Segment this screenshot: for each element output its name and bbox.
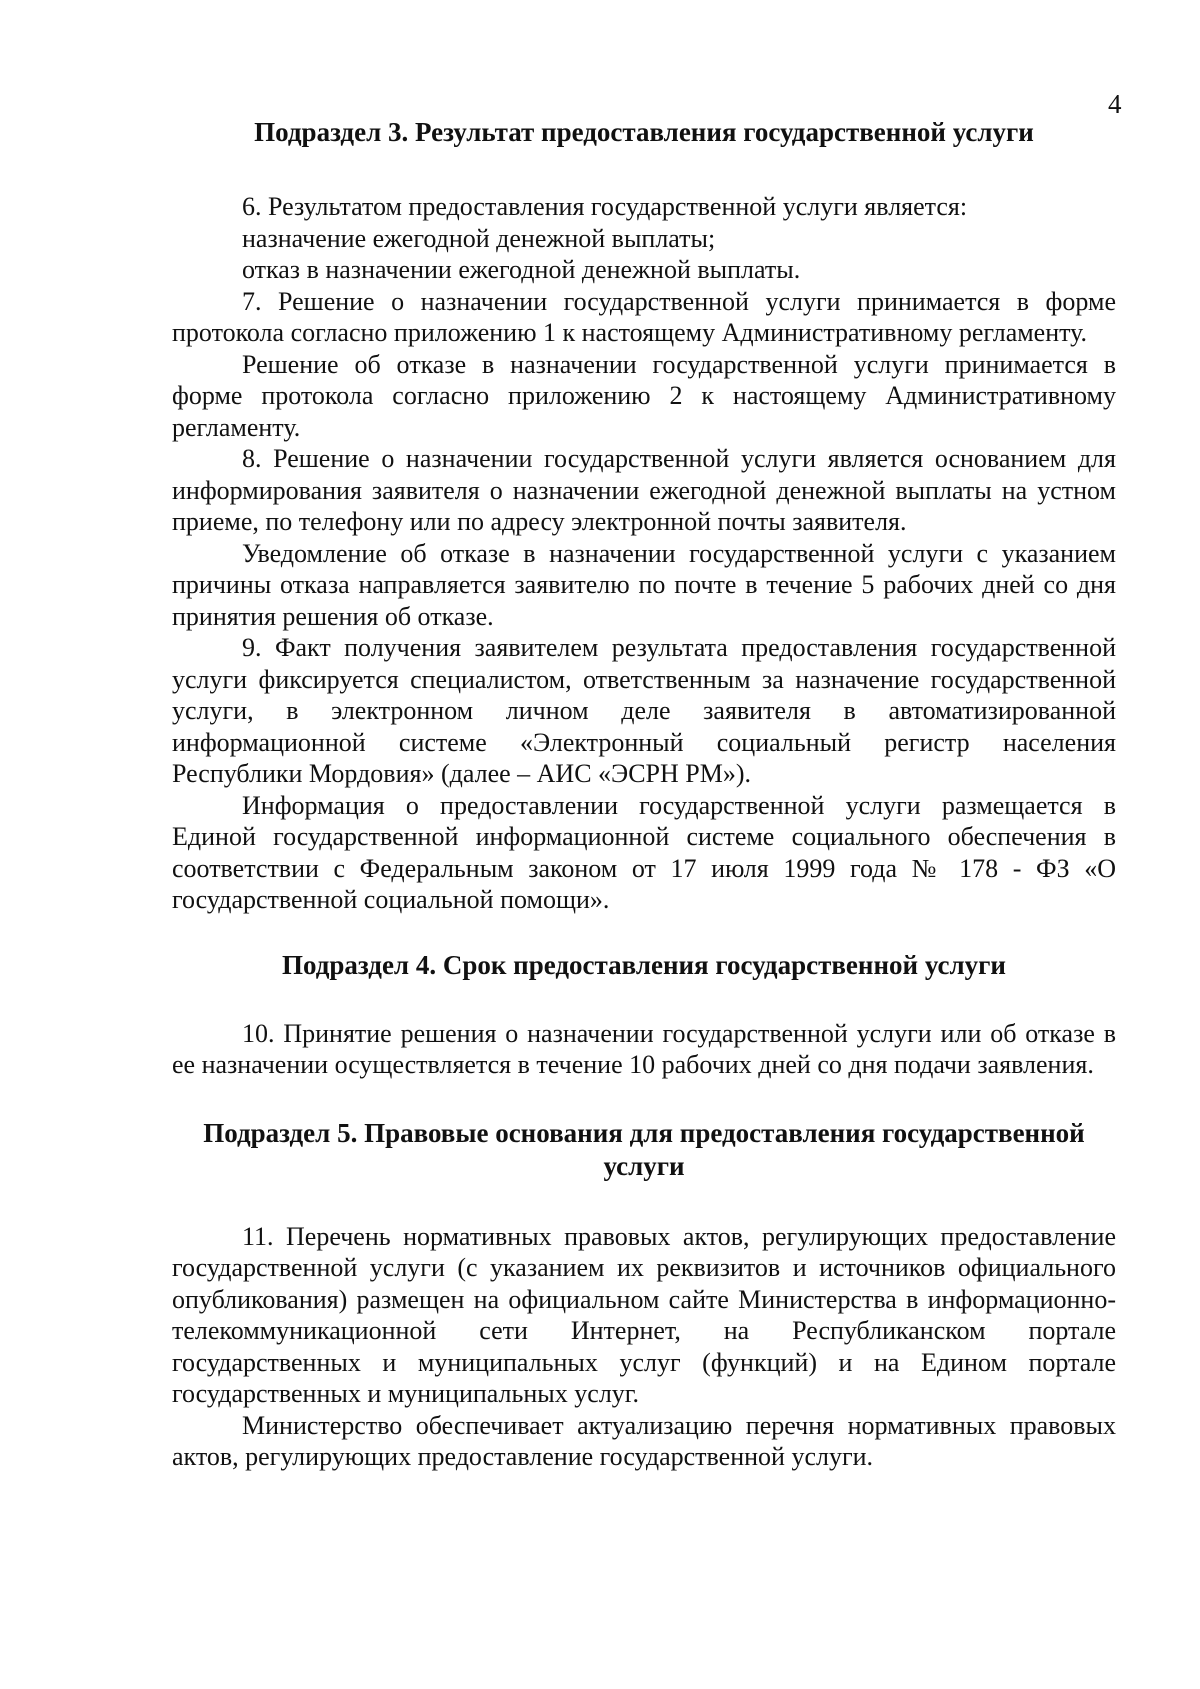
section-4-title: Подраздел 4. Срок предоставления государственной услуги	[282, 949, 1006, 980]
section-3-title: Подраздел 3. Результат предоставления государственной услуги	[254, 117, 1034, 147]
paragraph: 11. Перечень нормативных правовых актов, регулирующих предоставление государственной услуги (с указанием их реквизитов и источников официального опубликования) размещен на официальном сайте Министерства в информационно-телекоммуникационной сети Интернет, на Республиканском портале государственных и муниципальных услуг (функций) и на Едином портале государственных и муниципальных услуг.	[172, 1221, 1116, 1408]
spacer	[172, 149, 1116, 191]
paragraph: 7. Решение о назначении государственной услуги принимается в форме протокола согласно приложению 1 к настоящему Административному регламенту.	[172, 286, 1116, 347]
spacer	[172, 982, 1116, 1018]
spacer	[172, 1183, 1116, 1221]
paragraph: Министерство обеспечивает актуализацию перечня нормативных правовых актов, регулирующих предоставление государственной услуги.	[172, 1410, 1116, 1471]
paragraph: Информация о предоставлении государственной услуги размещается в Единой государственной информационной системе социального обеспечения в соответствии с Федеральным законом от 17 июля 1999 года № 178 - ФЗ «О государственной социальной помощи».	[172, 790, 1116, 914]
section-5-title: Подраздел 5. Правовые основания для предоставления государственной услуги	[203, 1117, 1085, 1181]
paragraph: отказ в назначении ежегодной денежной выплаты.	[242, 255, 801, 284]
section-4	[172, 949, 1116, 1081]
paragraph: 10. Принятие решения о назначении государственной услуги или об отказе в ее назначении осуществляется в течение 10 рабочих дней со дня подачи заявления.	[172, 1018, 1116, 1079]
paragraph: 8. Решение о назначении государственной услуги является основанием для информирования заявителя о назначении ежегодной денежной выплаты на устном приеме, по телефону или по адресу электронной почты заявителя.	[172, 444, 1116, 536]
paragraph: 9. Факт получения заявителем результата предоставления государственной услуги фиксируется специалистом, ответственным за назначение государственной услуги, в электронном личном деле заявителя в автоматизированной информационной системе «Электронный социальный регистр населения Республики Мордовия» (далее – АИС «ЭСРН РМ»).	[172, 633, 1116, 788]
paragraph: Уведомление об отказе в назначении государственной услуги с указанием причины отказа направляется заявителю по почте в течение 5 рабочих дней со дня принятия решения об отказе.	[172, 538, 1116, 631]
section-5	[172, 1117, 1116, 1473]
document-body	[172, 116, 1116, 1473]
paragraph: 6. Результатом предоставления государственной услуги является:	[242, 192, 968, 221]
paragraph: назначение ежегодной денежной выплаты;	[242, 223, 716, 253]
page-number: 4	[1108, 89, 1122, 119]
paragraph: Решение об отказе в назначении государственной услуги принимается в форме протокола согласно приложению 2 к настоящему Административному регламенту.	[172, 349, 1116, 442]
section-3	[172, 116, 1116, 916]
